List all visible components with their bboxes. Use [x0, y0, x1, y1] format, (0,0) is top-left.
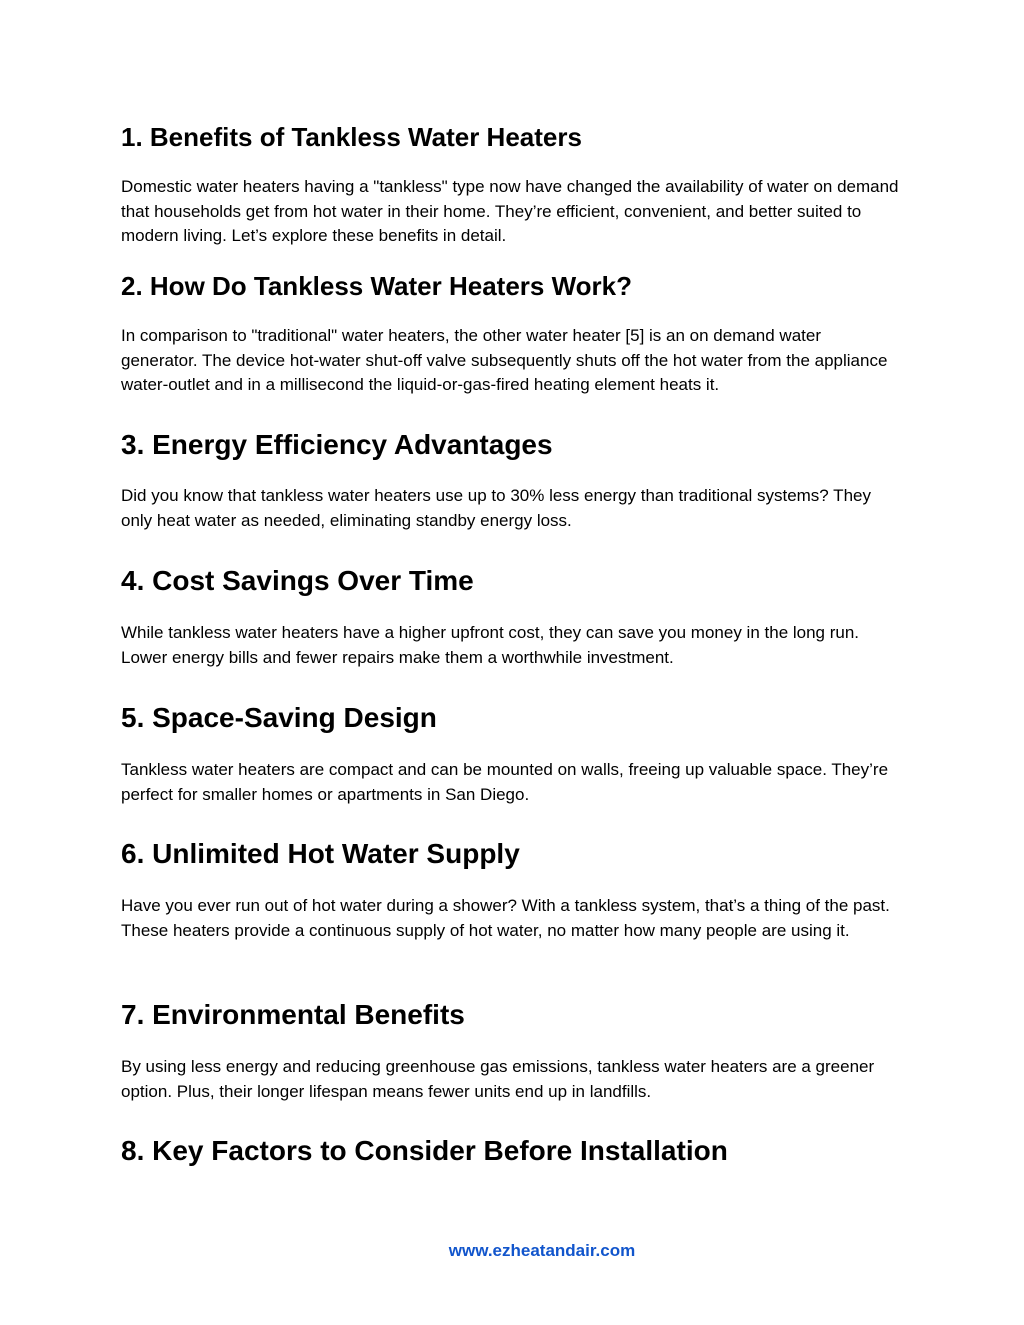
- section-8-heading: 8. Key Factors to Consider Before Installation: [121, 1135, 728, 1166]
- section-3-body: Did you know that tankless water heaters use up to 30% less energy than traditional systems? They only heat water as needed, eliminating standby energy loss.: [121, 486, 871, 530]
- section-6-heading: 6. Unlimited Hot Water Supply: [121, 838, 520, 869]
- section-5-heading: 5. Space-Saving Design: [121, 702, 437, 733]
- section-1-body: Domestic water heaters having a "tankless" type now have changed the availability of water on demand that households get from hot water in their home. They’re efficient, convenient, and better suited to modern living. Let’s explore these benefits in detail.: [121, 177, 899, 245]
- section-1-heading: 1. Benefits of Tankless Water Heaters: [121, 122, 582, 152]
- footer-website-link[interactable]: www.ezheatandair.com: [448, 1241, 636, 1260]
- section-3-heading: 3. Energy Efficiency Advantages: [121, 429, 553, 460]
- section-2-heading: 2. How Do Tankless Water Heaters Work?: [121, 271, 632, 301]
- section-4-heading: 4. Cost Savings Over Time: [121, 565, 474, 596]
- section-2-body: In comparison to "traditional" water heaters, the other water heater [5] is an on demand water generator. The device hot-water shut-off valve subsequently shuts off the hot water from the appliance water-outlet and in a millisecond the liquid-or-gas-fired heating element heats it.: [121, 326, 888, 394]
- section-7-heading: 7. Environmental Benefits: [121, 999, 465, 1030]
- section-5-body: Tankless water heaters are compact and can be mounted on walls, freeing up valuable space. They’re perfect for smaller homes or apartments in San Diego.: [121, 760, 889, 804]
- section-7-body: By using less energy and reducing greenhouse gas emissions, tankless water heaters are a greener option. Plus, their longer lifespan means fewer units end up in landfills.: [121, 1057, 875, 1101]
- section-4-body: While tankless water heaters have a higher upfront cost, they can save you money in the long run. Lower energy bills and fewer repairs make them a worthwhile investment.: [121, 623, 860, 667]
- section-6-body: Have you ever run out of hot water during a shower? With a tankless system, that’s a thing of the past. These heaters provide a continuous supply of hot water, no matter how many people are using it.: [121, 896, 890, 940]
